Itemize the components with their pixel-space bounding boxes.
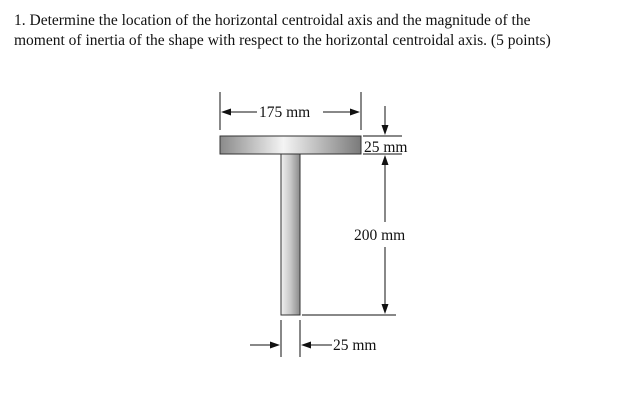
- flange: [220, 136, 361, 154]
- web-height-label: 200 mm: [354, 227, 406, 244]
- web-thickness-label: 25 mm: [333, 337, 377, 354]
- dimension-web-height: [302, 178, 396, 315]
- problem-line-2: moment of inertia of the shape with respect to the horizontal centroidal axis. (5 points): [14, 32, 551, 49]
- flange-width-label: 175 mm: [259, 104, 311, 121]
- flange-thickness-label: 25 mm: [364, 139, 408, 156]
- dimension-web-thickness: [250, 320, 332, 357]
- problem-line-1: 1. Determine the location of the horizontal centroidal axis and the magnitude of the: [14, 12, 531, 29]
- t-section: [220, 136, 361, 315]
- web: [281, 154, 300, 315]
